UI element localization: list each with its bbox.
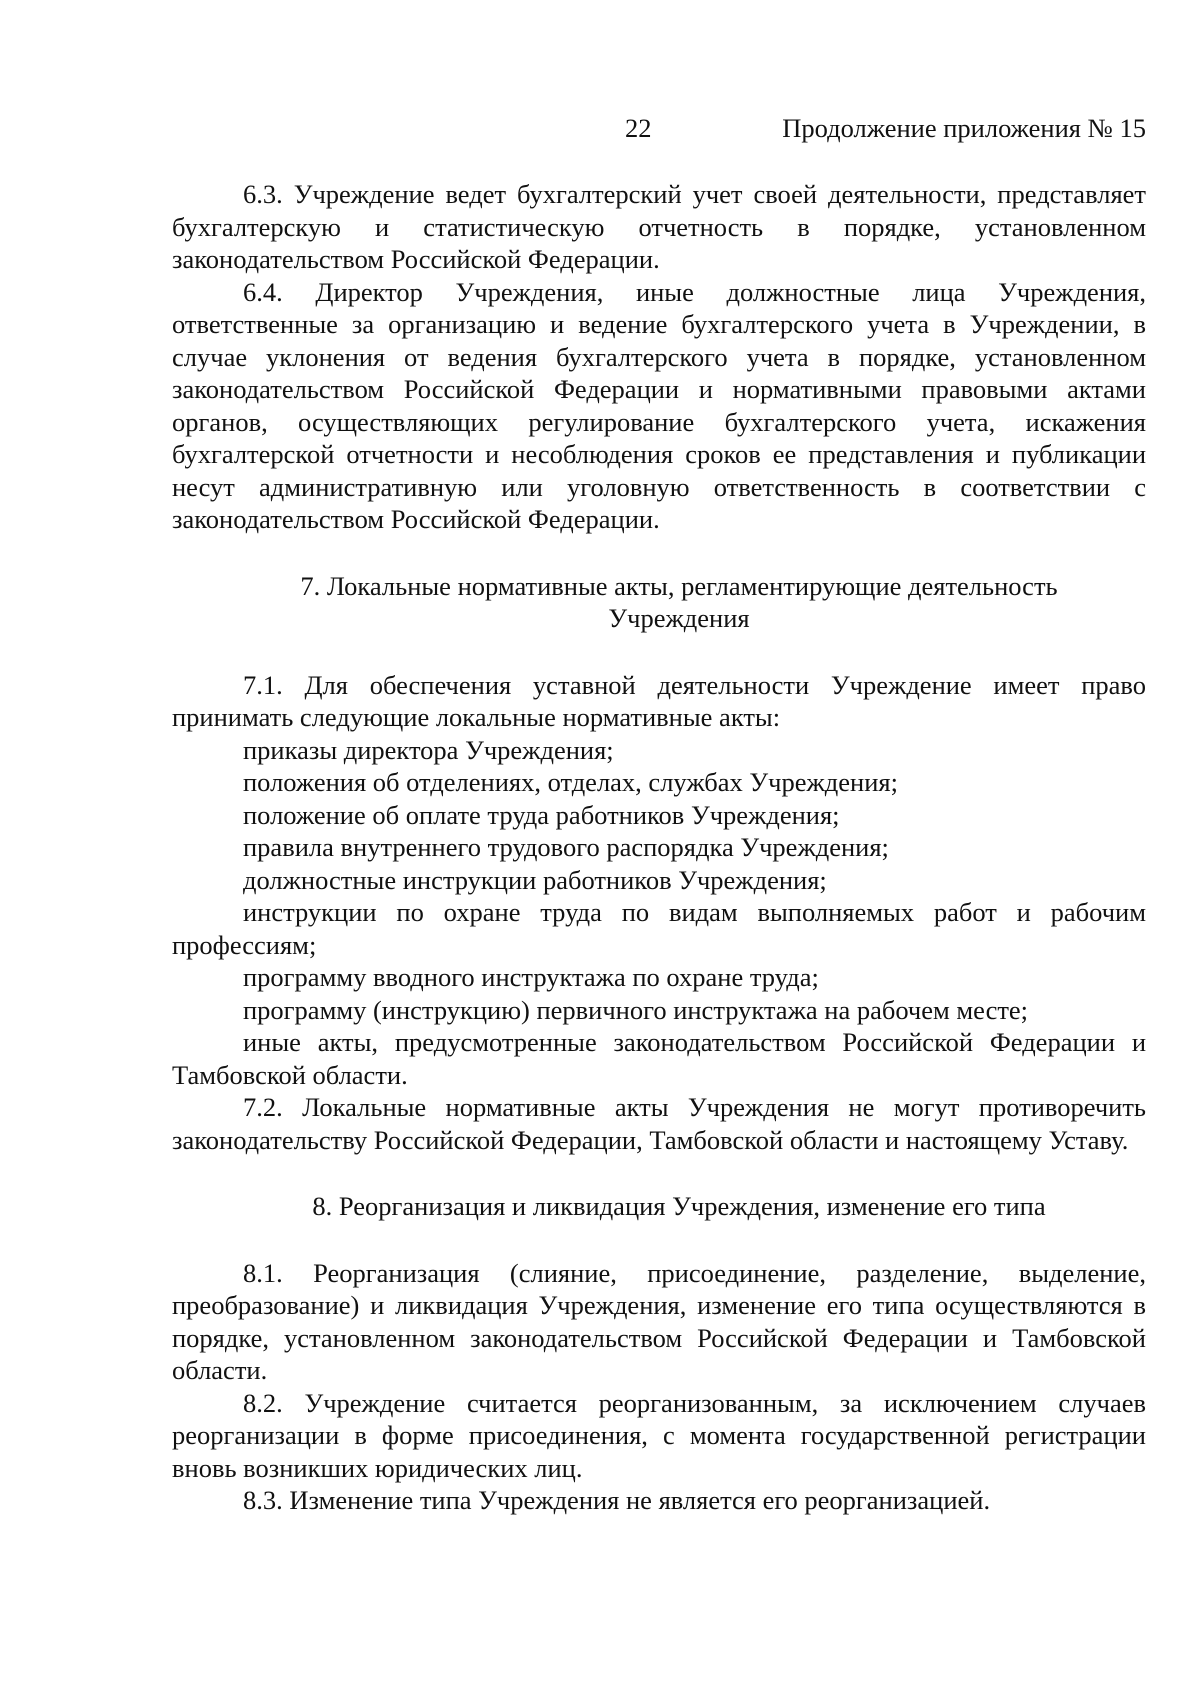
list-item: программу вводного инструктажа по охране труда;: [243, 962, 819, 992]
section-7-heading-line-2: Учреждения: [608, 603, 750, 633]
section-7-heading-line-1: 7. Локальные нормативные акты, регламентирующие деятельность: [300, 570, 1058, 601]
list-item: программу (инструкцию) первичного инструктажа на рабочем месте;: [243, 994, 1029, 1025]
appendix-continuation-label: Продолжение приложения № 15: [782, 113, 1146, 143]
paragraph-6-4: 6.4. Директор Учреждения, иные должностные лица Учреждения, ответственные за организацию и ведение бухгалтерского учета в Учреждении, в случае уклонения от ведения бухгалтерского учета в порядке, установленном законодательством Российской Федерации и нормативными правовыми актами органов, осуществляющих регулирование бухгалтерского учета, искажения бухгалтерской отчетности и несоблюдения сроков ее представления и публикации несут административную или уголовную ответственность в соответствии с законодательством Российской Федерации.: [172, 276, 1146, 534]
list-item: положения об отделениях, отделах, службах Учреждения;: [243, 767, 898, 797]
paragraph-7-1: 7.1. Для обеспечения уставной деятельности Учреждение имеет право принимать следующие локальные нормативные акты:: [172, 669, 1146, 732]
list-item: правила внутреннего трудового распорядка Учреждения;: [243, 832, 889, 862]
list-item: положение об оплате труда работников Учреждения;: [243, 799, 840, 830]
paragraph-8-1: 8.1. Реорганизация (слияние, присоединение, разделение, выделение, преобразование) и ликвидация Учреждения, изменение его типа осуществляются в порядке, установленном законодательством Российской Федерации и Тамбовской области.: [172, 1257, 1146, 1385]
paragraph-8-2: 8.2. Учреждение считается реорганизованным, за исключением случаев реорганизации в форме присоединения, с момента государственной регистрации вновь возникших юридических лиц.: [172, 1387, 1146, 1483]
list-item: инструкции по охране труда по видам выполняемых работ и рабочим профессиям;: [172, 897, 1146, 960]
local-acts-list: [172, 734, 1146, 1092]
paragraph-8-3: 8.3. Изменение типа Учреждения не является его реорганизацией.: [243, 1485, 991, 1515]
list-item: должностные инструкции работников Учреждения;: [243, 864, 827, 895]
page-number: 22: [625, 113, 652, 143]
paragraph-7-2: 7.2. Локальные нормативные акты Учреждения не могут противоречить законодательству Российской Федерации, Тамбовской области и настоящему Уставу.: [172, 1092, 1146, 1155]
section-7-heading: [172, 570, 1146, 635]
section-8-heading-line: 8. Реорганизация и ликвидация Учреждения, изменение его типа: [312, 1191, 1046, 1221]
section-8-heading: [172, 1190, 1146, 1223]
document-page: [172, 112, 1146, 1517]
list-item: иные акты, предусмотренные законодательством Российской Федерации и Тамбовской области.: [172, 1027, 1146, 1090]
page-header: [172, 112, 1146, 152]
paragraph-6-3: 6.3. Учреждение ведет бухгалтерский учет своей деятельности, представляет бухгалтерскую и статистическую отчетность в порядке, установленном законодательством Российской Федерации.: [172, 179, 1146, 274]
list-item: приказы директора Учреждения;: [243, 734, 614, 765]
